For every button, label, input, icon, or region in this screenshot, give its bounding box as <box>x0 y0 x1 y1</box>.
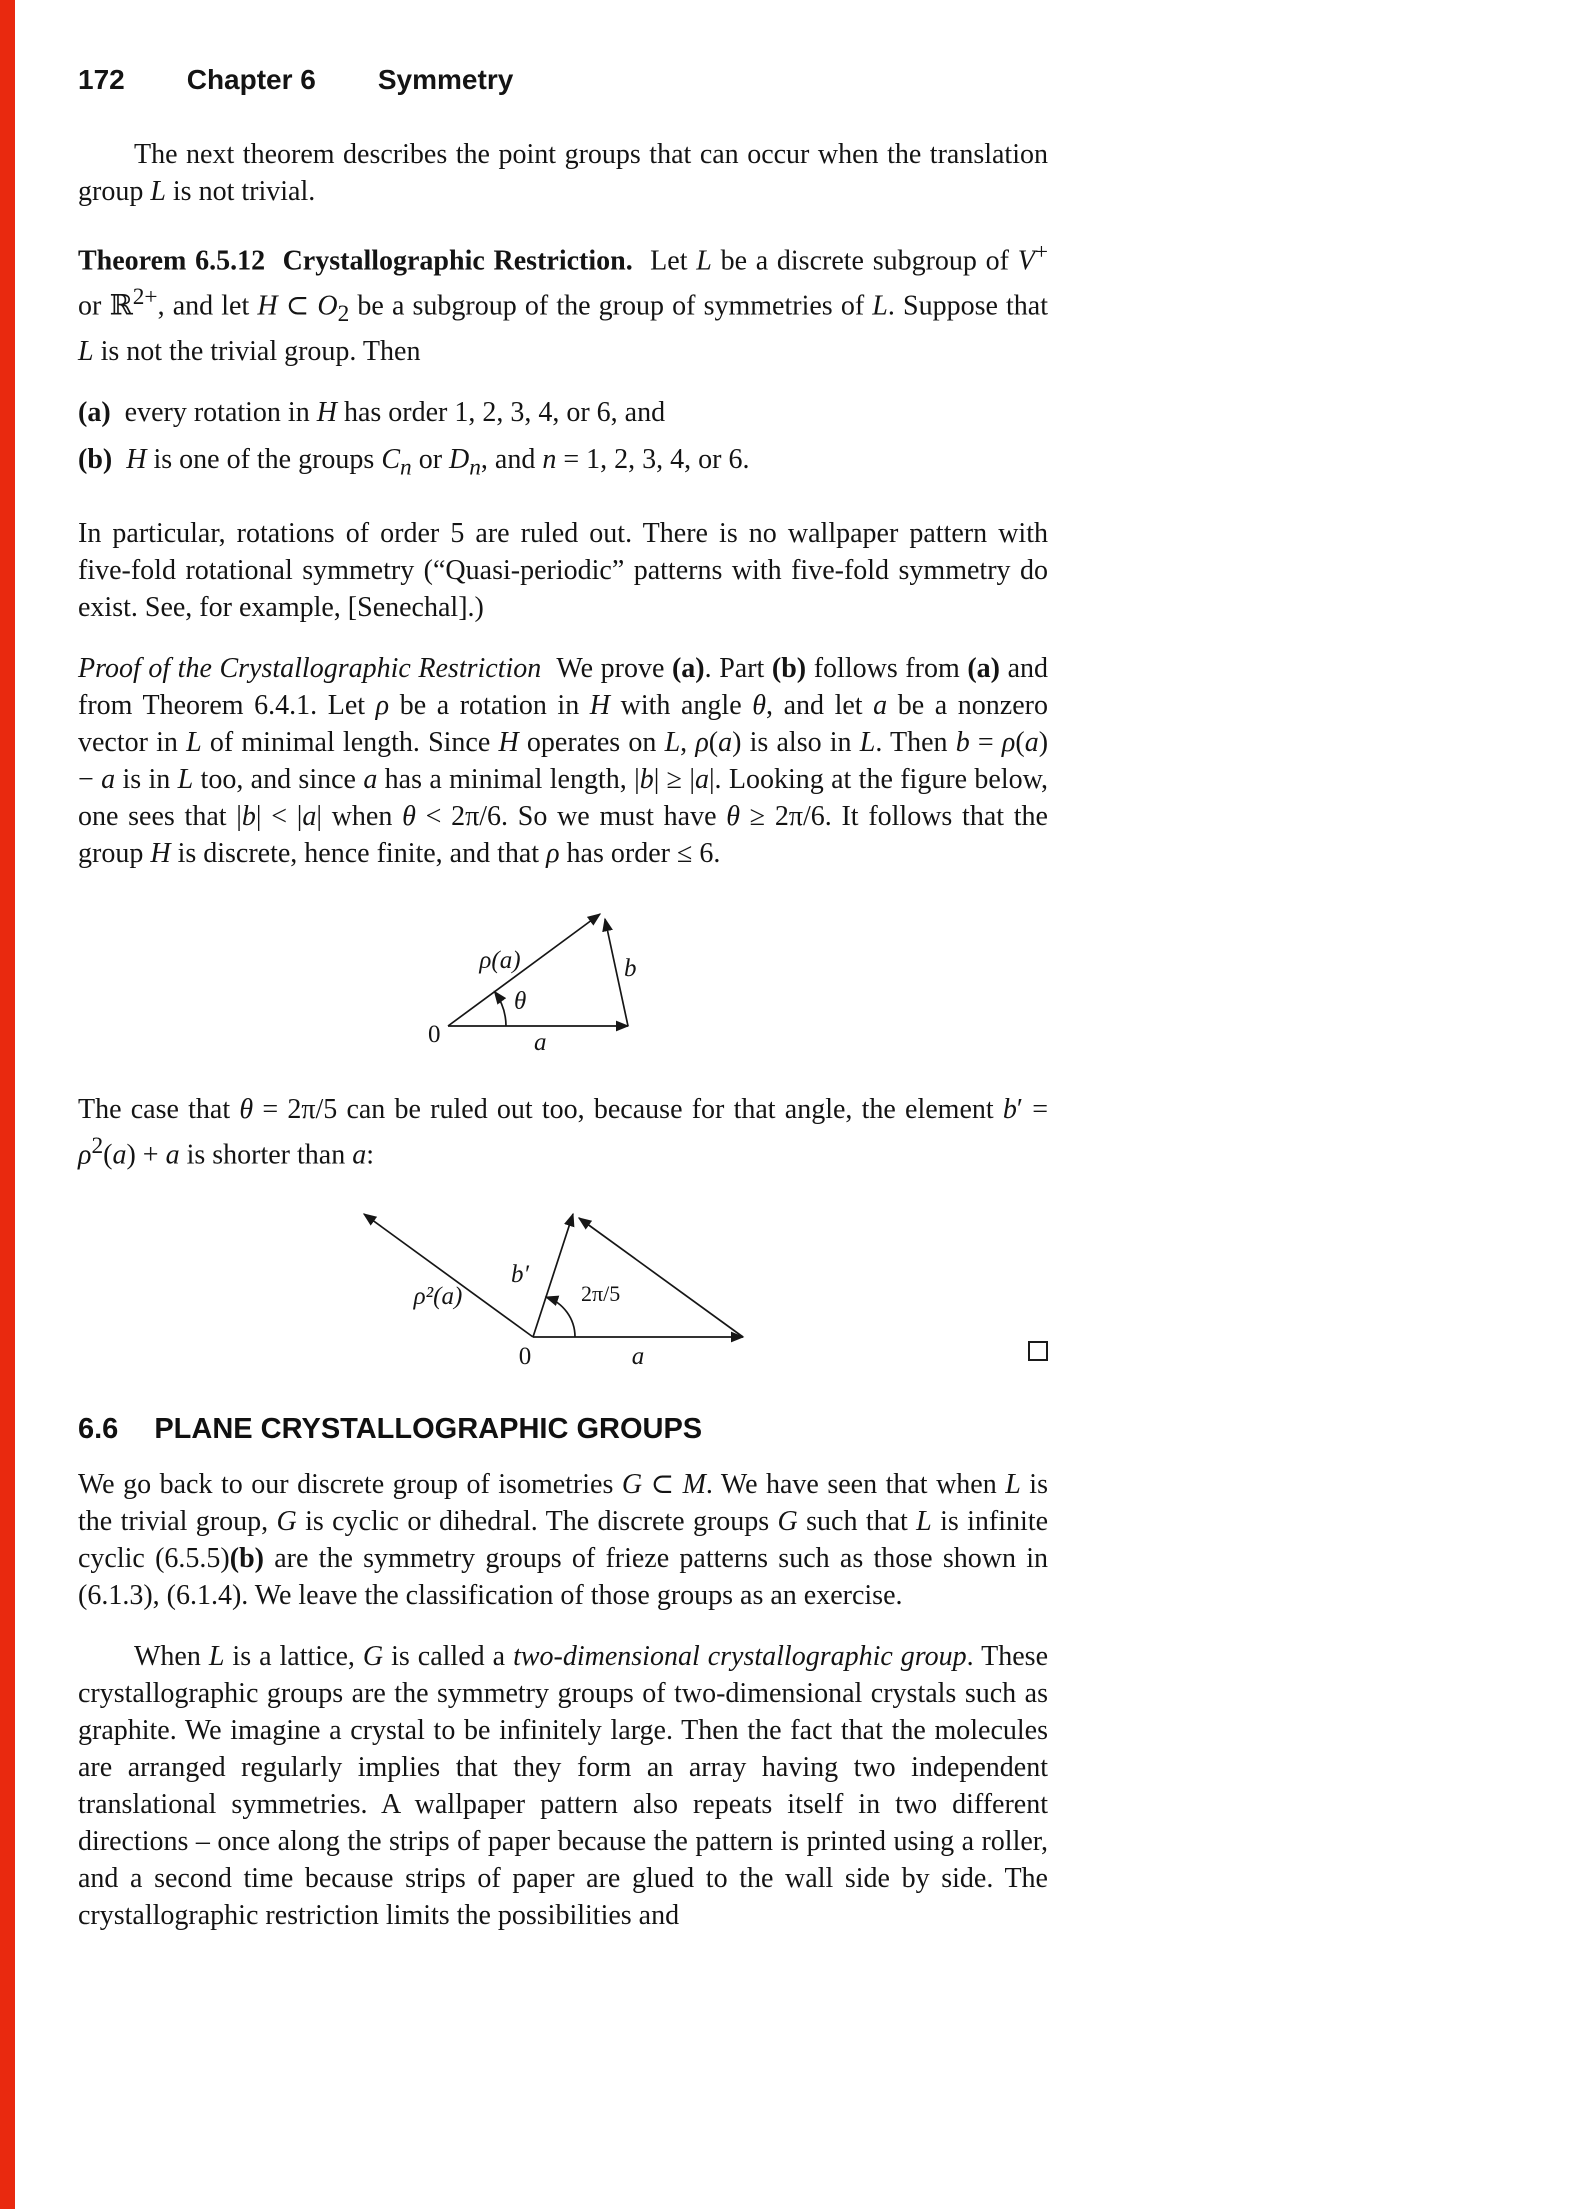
qed-box <box>1028 1341 1048 1361</box>
section-title: PLANE CRYSTALLOGRAPHIC GROUPS <box>154 1413 703 1446</box>
proof-paragraph: Proof of the Crystallographic Restriction We prove (a). Part (b) follows from (a) and from Theorem 6.4.1. Let ρ be a rotation in H with angle θ, and let a be a nonzero vector in L of minimal length. Since H operates on L, ρ(a) is also in L. Then b = ρ(a) − a is in L too, and since a has a minimal length, |b| ≥ |a|. Looking at the figure below, one sees that |b| < |a| when θ < 2π/6. So we must have θ ≥ 2π/6. It follows that the group H is discrete, hence finite, and that ρ has order ≤ 6. <box>78 652 1049 869</box>
figure2-label-b-prime: b′ <box>511 1261 529 1289</box>
triangle-figure-svg <box>428 896 698 1064</box>
page-content <box>78 64 1048 1958</box>
theorem-paragraph: Theorem 6.5.12 Crystallographic Restriction. Let L be a discrete subgroup of V+ or ℝ$^{2+}$, and let H ⊂ $O_2$ be a subgroup of the group of symmetries of L. Suppose that L is not the trivial group. Then <box>78 239 1049 368</box>
figure1-label-a: a <box>534 1028 547 1056</box>
parallelogram-side-line <box>579 1218 743 1337</box>
section-number: 6.6 <box>78 1413 119 1446</box>
body-paragraph-2: When L is a lattice, G is called a two-dimensional crystallographic group. These crystallographic groups are the symmetry groups of two-dimensional crystals such as graphite. We imagine a crystal to be infinitely large. Then the fact that the molecules are arranged regularly implies that they form an array having two independent translational symmetries. A wallpaper pattern also repeats itself in two different directions – once along the strips of paper because the pattern is printed using a roller, and a second time because strips of paper are glued to the wall side by side. The crystallographic restriction limits the possibilities and <box>78 1641 1048 1932</box>
angle-2pi5-arc <box>546 1297 575 1337</box>
figure2-label-a: a <box>631 1343 645 1371</box>
figure-rotation-triangle <box>78 896 1048 1069</box>
figure2-label-origin: 0 <box>518 1343 532 1371</box>
theorem-item-a: (a) every rotation in H has order 1, 2, 3, 4, or 6, and <box>78 397 666 429</box>
figure1-label-theta: θ <box>514 987 527 1015</box>
red-margin-stripe <box>0 0 15 2209</box>
figure1-label-origin: 0 <box>428 1020 441 1048</box>
vector-b-prime-line <box>533 1214 573 1337</box>
remark-paragraph: In particular, rotations of order 5 are ruled out. There is no wallpaper pattern with five-fold rotational symmetry (“Quasi-periodic” patterns with five-fold symmetry do exist. See, for example, [Senechal].) <box>78 517 1048 623</box>
chapter-label: Chapter 6 <box>186 64 316 95</box>
running-head <box>78 64 1048 96</box>
vector-rho2-a-line <box>364 1214 533 1337</box>
theorem-list <box>78 394 1048 487</box>
figure1-label-b: b <box>624 954 637 982</box>
figure2-label-rho2-a: ρ²(a) <box>413 1283 463 1311</box>
bridge-paragraph: The case that θ = 2π/5 can be ruled out too, because for that angle, the element $b' = \rho^2(a) + a$ is shorter than a: <box>78 1093 1049 1171</box>
section-heading <box>78 1413 1048 1446</box>
theorem-item-b: (b) H is one of the groups $C_n$ or $D_n$, and n = 1, 2, 3, 4, or 6. <box>78 444 750 481</box>
figure1-label-rho-a: ρ(a) <box>479 946 521 974</box>
figure-parallelogram <box>78 1197 1048 1377</box>
theta-angle-arc <box>495 991 507 1025</box>
body-paragraph-1: We go back to our discrete group of isometries G ⊂ M. We have seen that when L is the trivial group, G is cyclic or dihedral. The discrete groups G such that L is infinite cyclic (6.5.5)(b) are the symmetry groups of frieze patterns such as those shown in (6.1.3), (6.1.4). We leave the classification of those groups as an exercise. <box>78 1469 1049 1612</box>
page-number: 172 <box>78 64 125 95</box>
parallelogram-figure-svg <box>353 1197 773 1372</box>
chapter-title: Symmetry <box>377 64 514 95</box>
intro-paragraph: The next theorem describes the point groups that can occur when the translation group L is not trivial. <box>78 139 1048 207</box>
figure2-label-angle: 2π/5 <box>581 1281 621 1307</box>
